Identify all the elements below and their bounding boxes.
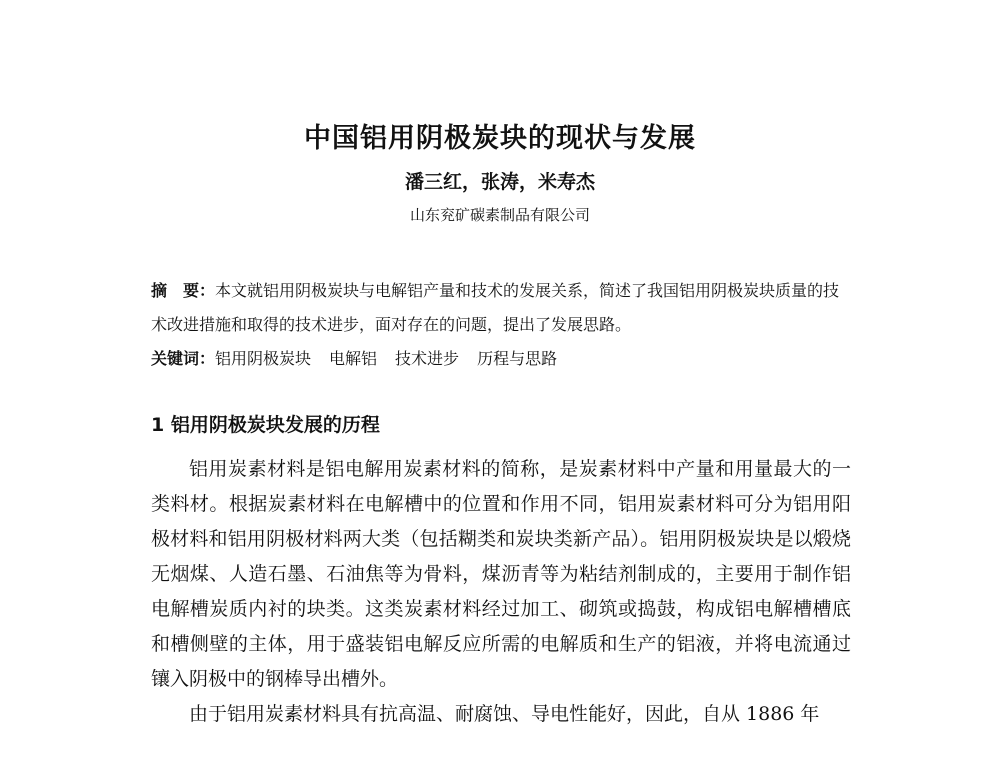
keywords [151,344,851,374]
keyword-item: 铝用阴极炭块 [215,349,312,368]
section-heading: 1 铝用阴极炭块发展的历程 [151,414,380,436]
body-paragraph: 由于铝用炭素材料具有抗高温、耐腐蚀、导电性能好，因此，自从 1886 年 [189,703,820,725]
body-paragraph: 铝用炭素材料是铝电解用炭素材料的简称，是炭素材料中产量和用量最大的一类料材。根据炭素材料在电解槽中的位置和作用不同，铝用炭素材料可分为铝用阳极材料和铝用阴极材料两大类（包括糊类和炭块类新产品）。铝用阴极炭块是以煅烧无烟煤、人造石墨、石油焦等为骨料，煤沥青等为粘结剂制成的，主要用于制作铝电解槽炭质内衬的块类。这类炭素材料经过加工、砌筑或捣鼓，构成铝电解槽槽底和槽侧壁的主体，用于盛装铝电解反应所需的电解质和生产的铝液，并将电流通过镶入阴极中的钢棒导出槽外。 [151,458,851,690]
abstract-text: 本文就铝用阴极炭块与电解铝产量和技术的发展关系，简述了我国铝用阴极炭块质量的技术改进措施和取得的技术进步，面对存在的问题，提出了发展思路。 [151,281,840,334]
abstract [151,274,851,342]
section-body [151,452,851,732]
paper-affiliation: 山东兖矿碳素制品有限公司 [409,206,590,224]
keyword-item: 技术进步 [395,349,460,368]
keyword-item: 电解铝 [329,349,378,368]
paper-title: 中国铝用阴极炭块的现状与发展 [304,123,696,154]
paper-authors: 潘三红，张涛，米寿杰 [404,171,595,193]
keywords-label: 关键词： [151,349,216,368]
abstract-label: 摘 要： [151,281,216,300]
keyword-item: 历程与思路 [477,349,558,368]
